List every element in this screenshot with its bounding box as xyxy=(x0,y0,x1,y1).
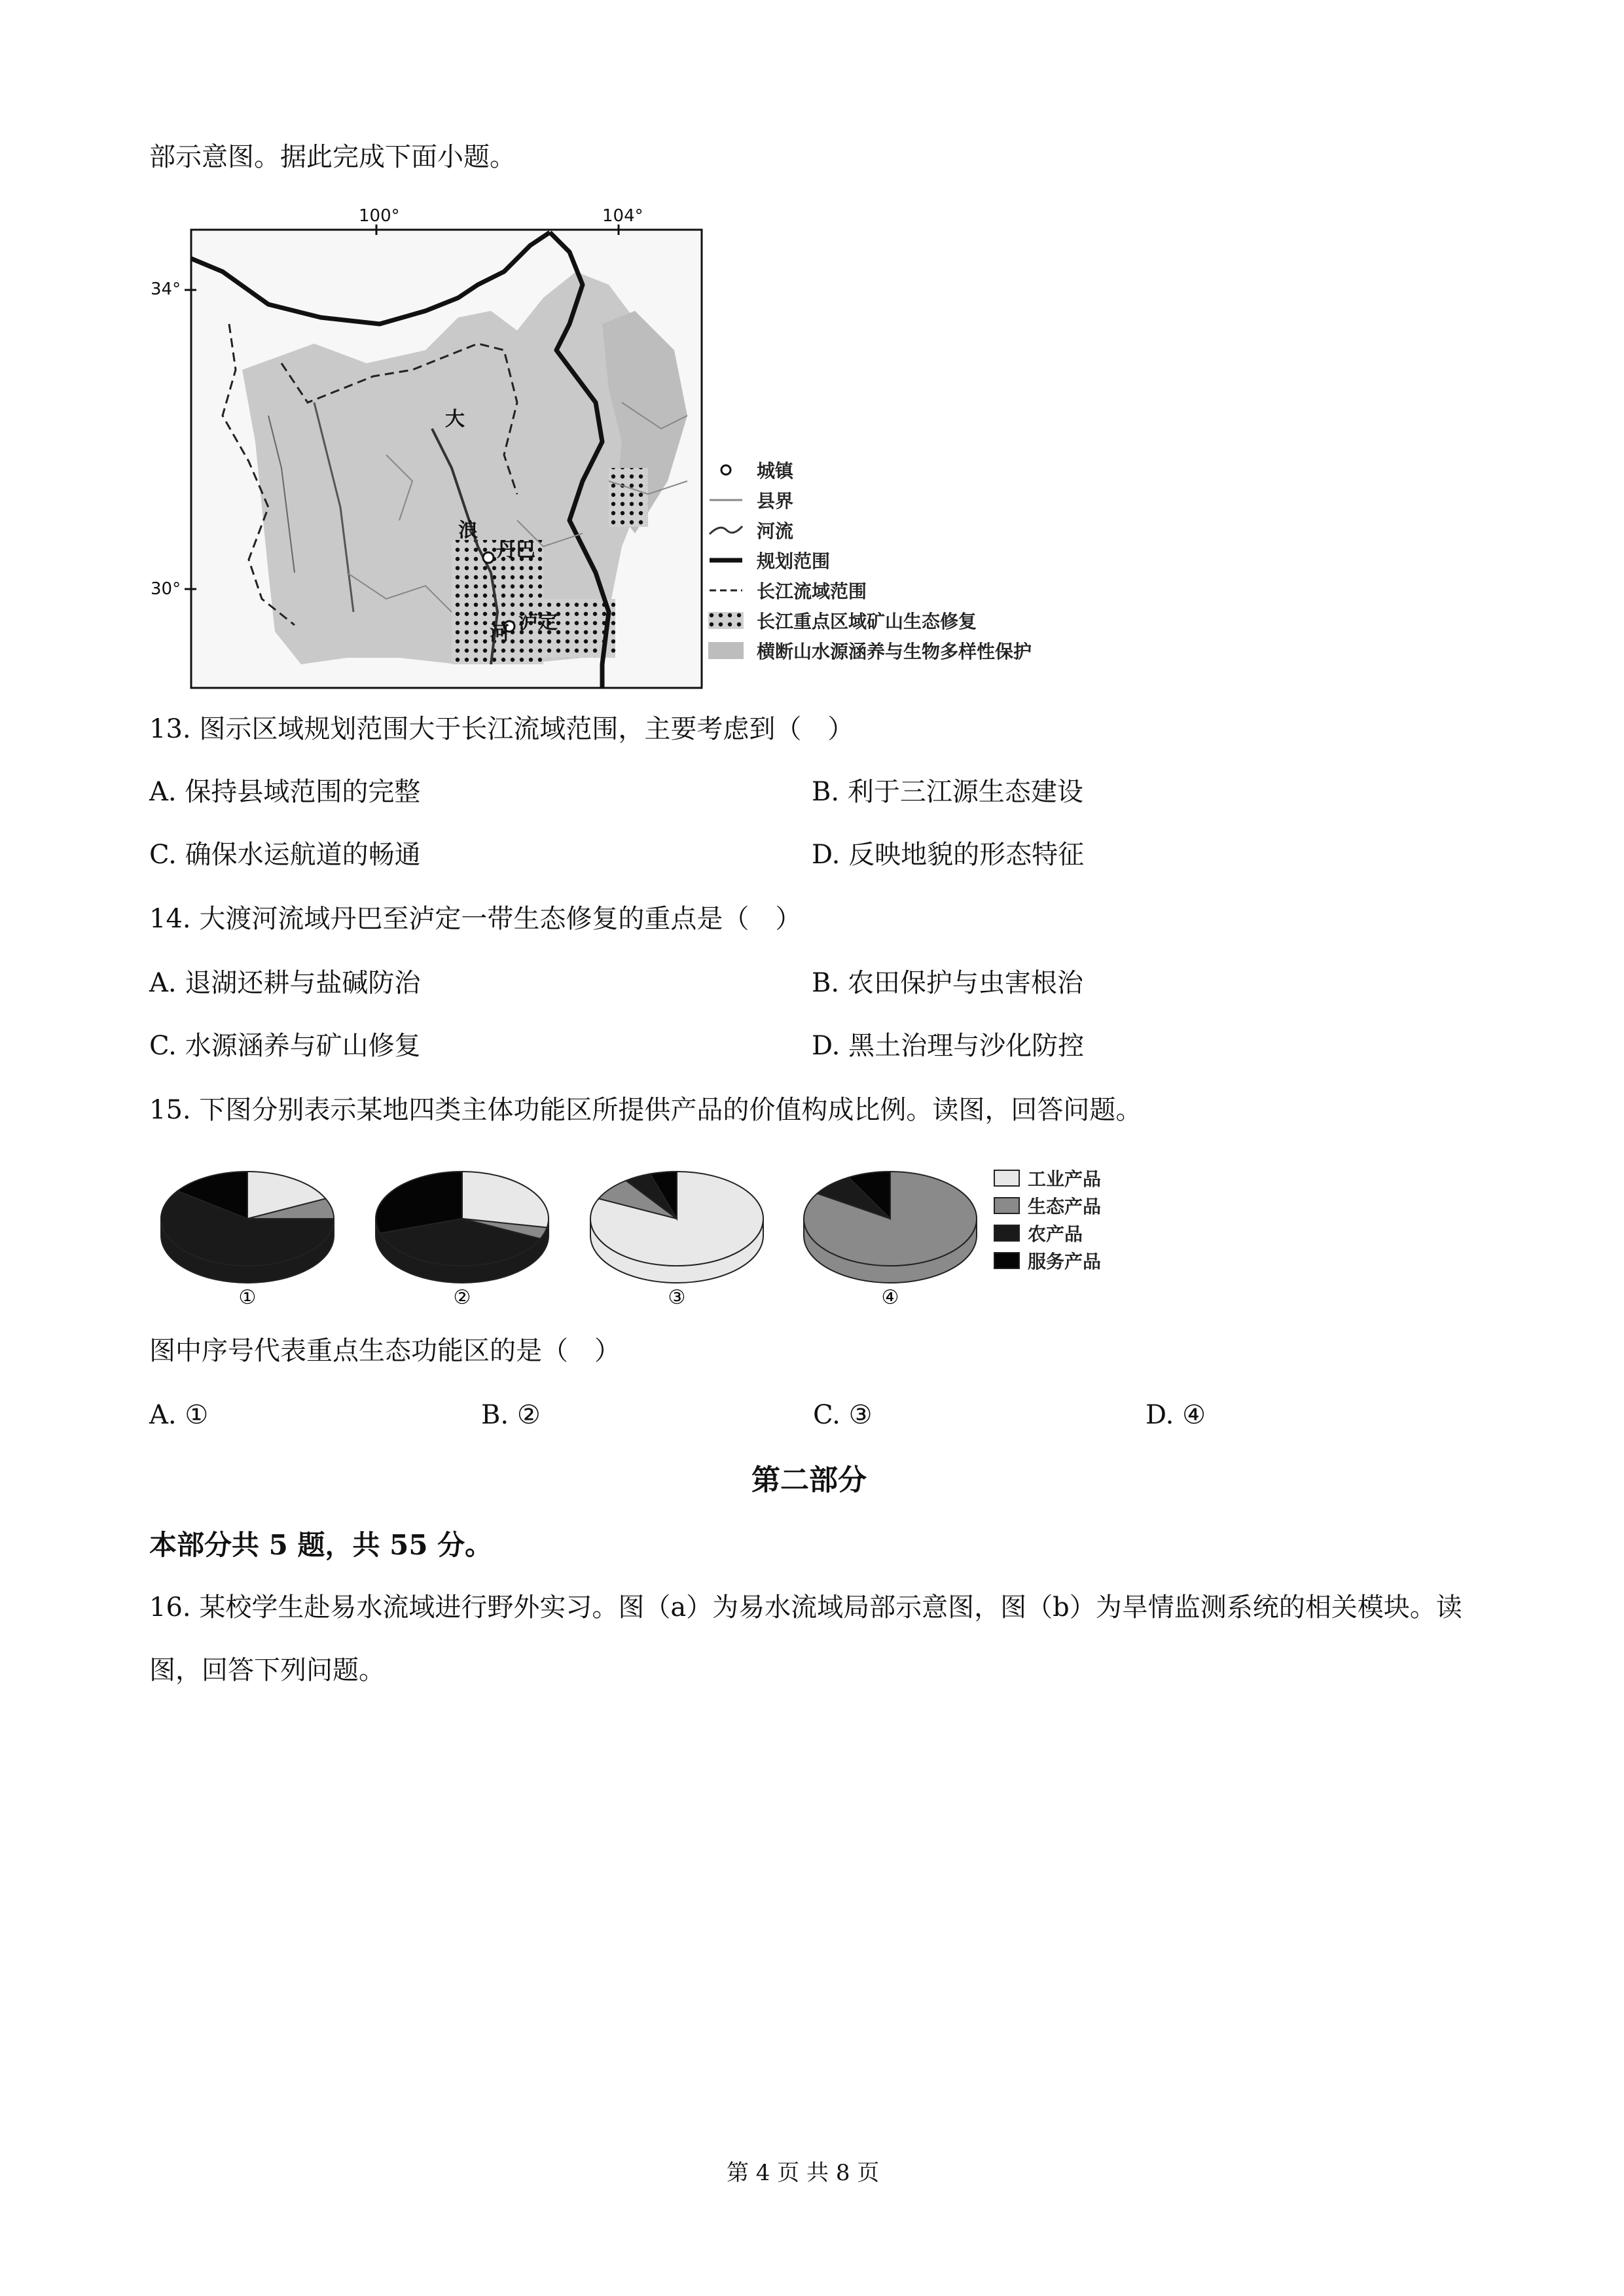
legend-service xyxy=(994,1247,1101,1274)
q13-option-c[interactable]: C. 确保水运航道的畅通 xyxy=(149,840,421,870)
lon-label-104: 104° xyxy=(602,206,643,226)
legend-county-label: 县界 xyxy=(757,490,794,512)
legend-plan xyxy=(707,545,830,575)
q16-stem: 16. 某校学生赴易水流域进行野外实习。图（a）为易水流域局部示意图，图（b）为旱情监测系统的相关模块。读图，回答下列问题。 xyxy=(149,1592,1462,1685)
legend-town-label: 城镇 xyxy=(757,460,794,482)
legend-ecological xyxy=(994,1193,1101,1219)
ecological-swatch-icon xyxy=(994,1197,1020,1214)
lon-label-100: 100° xyxy=(359,206,400,226)
pie-charts-figure xyxy=(149,1165,1131,1316)
service-swatch-icon xyxy=(994,1252,1020,1269)
pie-label-3: ③ xyxy=(668,1286,686,1309)
lat-label-34: 34° xyxy=(151,279,181,299)
town-danba xyxy=(483,552,494,563)
legend-county xyxy=(707,485,793,515)
gray-fill-icon xyxy=(707,639,745,662)
map-svg xyxy=(151,206,707,691)
legend-mining xyxy=(707,605,977,636)
q13-option-d[interactable]: D. 反映地貌的形态特征 xyxy=(812,840,1085,870)
part2-intro: 本部分共 5 题，共 55 分。 xyxy=(149,1529,493,1561)
legend-ecological-label: 生态产品 xyxy=(1028,1196,1102,1217)
pie-chart-1 xyxy=(161,1172,334,1309)
dashed-line-icon xyxy=(707,579,745,601)
pie-chart-2 xyxy=(376,1172,549,1309)
map-legend xyxy=(707,455,1074,677)
river-line-icon xyxy=(707,519,745,541)
place-danba: 丹巴 xyxy=(496,539,535,562)
q14-stem: 14. 大渡河流域丹巴至泸定一带生态修复的重点是（ ） xyxy=(149,904,802,934)
legend-conservation-label: 横断山水源涵养与生物多样性保护 xyxy=(757,641,1032,662)
plan-boundary-icon xyxy=(707,549,745,571)
industrial-swatch-icon xyxy=(994,1170,1020,1187)
q15-sub-question: 图中序号代表重点生态功能区的是（ ） xyxy=(149,1336,621,1366)
q15-option-c[interactable]: C. ③ xyxy=(813,1400,873,1430)
pie-label-4: ④ xyxy=(881,1286,899,1309)
pie-2-slice-工业产品 xyxy=(462,1172,549,1227)
pie-legend xyxy=(994,1165,1131,1276)
legend-industrial xyxy=(994,1165,1101,1191)
place-luding: 泸定 xyxy=(518,611,558,634)
map-figure xyxy=(151,206,1080,691)
q15-option-b[interactable]: B. ② xyxy=(481,1400,541,1430)
q13-stem: 13. 图示区域规划范围大于长江流域范围，主要考虑到（ ） xyxy=(149,714,854,744)
pie-chart-3 xyxy=(590,1172,763,1309)
legend-basin-label: 长江流域范围 xyxy=(757,581,867,602)
legend-basin xyxy=(707,575,867,605)
place-he: 河 xyxy=(490,622,509,645)
legend-town xyxy=(707,455,793,485)
lat-label-30: 30° xyxy=(151,579,181,599)
q15-option-a[interactable]: A. ① xyxy=(149,1400,209,1430)
pie-label-2: ② xyxy=(453,1286,471,1309)
q14-option-c[interactable]: C. 水源涵养与矿山修复 xyxy=(149,1031,421,1061)
pie-label-1: ① xyxy=(238,1286,257,1309)
q14-option-a[interactable]: A. 退湖还耕与盐碱防治 xyxy=(149,968,421,998)
legend-river xyxy=(707,515,793,545)
q15-option-d[interactable]: D. ④ xyxy=(1146,1400,1206,1430)
pie-charts-svg xyxy=(149,1165,1131,1316)
county-line-icon xyxy=(707,489,745,511)
legend-industrial-label: 工业产品 xyxy=(1028,1168,1102,1190)
town-circle-icon xyxy=(707,459,745,481)
intro-line: 部示意图。据此完成下面小题。 xyxy=(149,142,516,172)
legend-agricultural-label: 农产品 xyxy=(1028,1223,1083,1245)
q14-option-b[interactable]: B. 农田保护与虫害根治 xyxy=(812,968,1083,998)
legend-agricultural xyxy=(994,1220,1083,1246)
dotted-pattern-icon xyxy=(707,609,745,632)
q14-option-d[interactable]: D. 黑土治理与沙化防控 xyxy=(812,1031,1085,1061)
q13-option-b[interactable]: B. 利于三江源生态建设 xyxy=(812,777,1083,807)
legend-service-label: 服务产品 xyxy=(1028,1251,1102,1272)
agricultural-swatch-icon xyxy=(994,1225,1020,1242)
legend-river-label: 河流 xyxy=(757,520,794,542)
mining-zone-3 xyxy=(609,468,648,527)
q13-option-a[interactable]: A. 保持县域范围的完整 xyxy=(149,777,421,807)
part2-title: 第二部分 xyxy=(751,1463,867,1497)
legend-conservation xyxy=(707,636,1032,666)
legend-mining-label: 长江重点区域矿山生态修复 xyxy=(757,611,977,632)
pie-chart-4 xyxy=(804,1172,977,1309)
place-lang: 浪 xyxy=(458,519,478,542)
page-footer: 第 4 页 共 8 页 xyxy=(727,2160,880,2186)
legend-plan-label: 规划范围 xyxy=(757,550,831,572)
q15-stem: 15. 下图分别表示某地四类主体功能区所提供产品的价值构成比例。读图，回答问题。 xyxy=(149,1095,1142,1125)
place-da: 大 xyxy=(445,408,465,431)
